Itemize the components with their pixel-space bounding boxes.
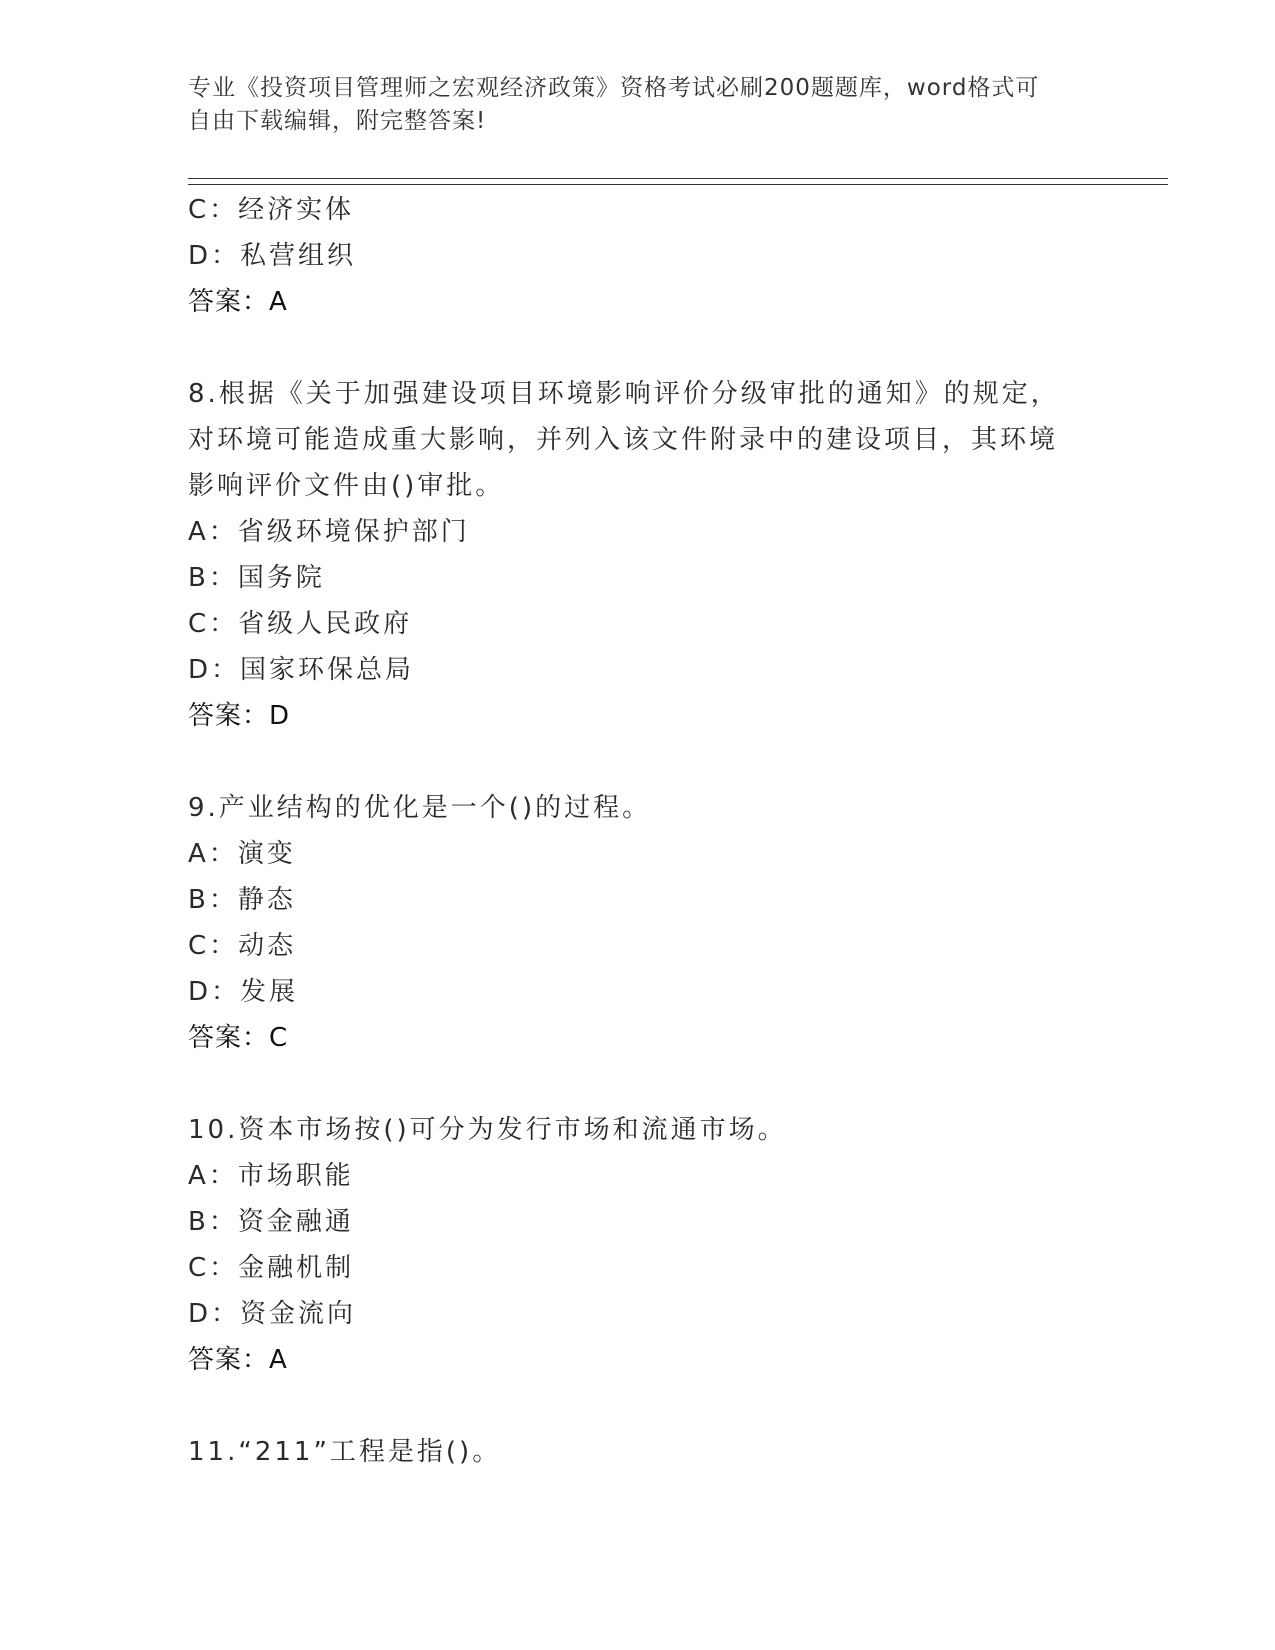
option-c: C：经济实体	[188, 195, 355, 225]
option-c: C：省级人民政府	[188, 609, 413, 639]
option-d: D：发展	[188, 977, 299, 1007]
spacer	[188, 325, 1168, 371]
option-a: A：省级环境保护部门	[188, 517, 470, 547]
question-7-tail	[188, 187, 1168, 325]
answer-line: 答案：A	[188, 287, 288, 317]
question-8	[188, 371, 1168, 739]
answer-line: 答案：A	[188, 1345, 288, 1375]
header-title-line-2: 自由下载编辑，附完整答案!	[188, 108, 487, 134]
question-11	[188, 1429, 1168, 1475]
spacer	[188, 739, 1168, 785]
option-b: B：资金融通	[188, 1207, 354, 1237]
question-stem: 11.“211”工程是指()。	[188, 1437, 502, 1467]
answer-line: 答案：C	[188, 1023, 289, 1053]
question-stem: 10.资本市场按()可分为发行市场和流通市场。	[188, 1115, 787, 1145]
option-b: B：静态	[188, 885, 296, 915]
question-content	[188, 187, 1168, 1475]
question-stem-line: 对环境可能造成重大影响，并列入该文件附录中的建设项目，其环境	[188, 425, 1059, 455]
option-d: D：国家环保总局	[188, 655, 415, 685]
question-9	[188, 785, 1168, 1061]
option-d: D：私营组织	[188, 241, 357, 271]
header-title-line-1: 专业《投资项目管理师之宏观经济政策》资格考试必刷200题题库，word格式可	[188, 75, 1040, 101]
option-c: C：动态	[188, 931, 297, 961]
spacer	[188, 1061, 1168, 1107]
header-divider	[188, 178, 1168, 185]
option-b: B：国务院	[188, 563, 325, 593]
question-10	[188, 1107, 1168, 1383]
spacer	[188, 1383, 1168, 1429]
option-a: A：市场职能	[188, 1161, 354, 1191]
answer-line: 答案：D	[188, 701, 291, 731]
option-c: C：金融机制	[188, 1253, 355, 1283]
option-a: A：演变	[188, 839, 296, 869]
question-stem-line: 影响评价文件由()审批。	[188, 471, 505, 501]
option-d: D：资金流向	[188, 1299, 357, 1329]
question-stem: 9.产业结构的优化是一个()的过程。	[188, 793, 652, 823]
page-header	[188, 72, 1088, 138]
question-stem-line: 8.根据《关于加强建设项目环境影响评价分级审批的通知》的规定，	[188, 379, 1060, 409]
